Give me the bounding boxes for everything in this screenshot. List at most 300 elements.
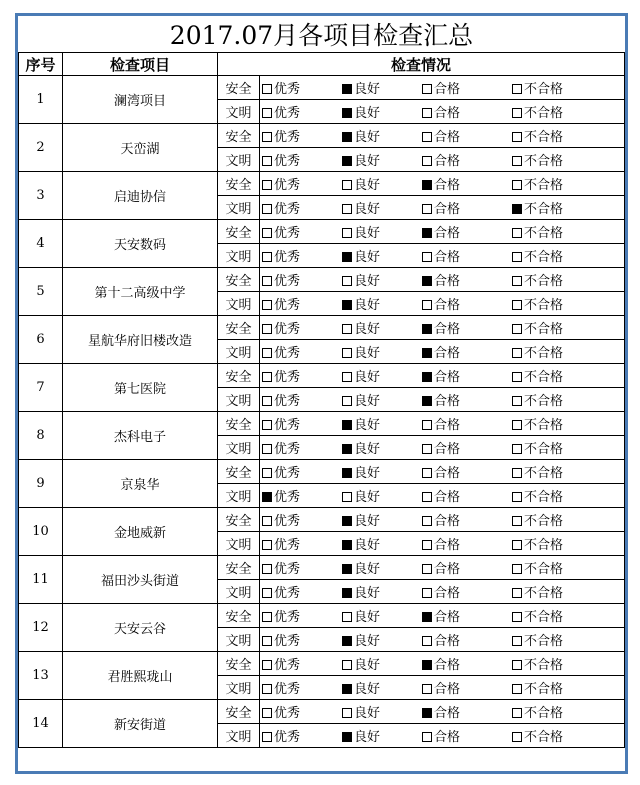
check-category: 文明 xyxy=(218,196,260,220)
unchecked-box-icon[interactable] xyxy=(512,684,522,694)
grade-option-label: 合格 xyxy=(434,586,461,601)
checked-box-icon[interactable] xyxy=(342,132,352,142)
grade-option-label: 不合格 xyxy=(524,418,564,433)
unchecked-box-icon[interactable] xyxy=(512,156,522,166)
unchecked-box-icon[interactable] xyxy=(262,732,272,742)
unchecked-box-icon[interactable] xyxy=(512,492,522,502)
checked-box-icon[interactable] xyxy=(342,636,352,646)
grade-option[interactable] xyxy=(262,342,342,361)
unchecked-box-icon[interactable] xyxy=(262,540,272,550)
grade-option-label: 优秀 xyxy=(274,178,301,193)
grade-option[interactable] xyxy=(342,342,422,361)
unchecked-box-icon[interactable] xyxy=(262,516,272,526)
checked-box-icon[interactable] xyxy=(342,540,352,550)
project-name: 君胜熙珑山 xyxy=(63,652,218,700)
unchecked-box-icon[interactable] xyxy=(512,660,522,670)
grade-option[interactable] xyxy=(342,126,422,145)
grade-option[interactable] xyxy=(512,318,592,337)
grade-option[interactable] xyxy=(342,318,422,337)
grade-option[interactable] xyxy=(342,174,422,193)
grade-option[interactable] xyxy=(422,294,512,313)
grade-option[interactable] xyxy=(512,702,592,721)
grade-option[interactable] xyxy=(422,198,512,217)
grade-option[interactable] xyxy=(512,294,592,313)
checked-box-icon[interactable] xyxy=(342,588,352,598)
grade-option[interactable] xyxy=(512,654,592,673)
grade-option-label: 优秀 xyxy=(274,682,301,697)
grade-option[interactable] xyxy=(512,390,592,409)
grade-option-label: 不合格 xyxy=(524,682,564,697)
grade-option[interactable] xyxy=(422,390,512,409)
checked-box-icon[interactable] xyxy=(422,228,432,238)
unchecked-box-icon[interactable] xyxy=(512,588,522,598)
grade-option[interactable] xyxy=(342,246,422,265)
grade-option[interactable] xyxy=(422,510,512,529)
grade-option-label: 良好 xyxy=(354,106,381,121)
unchecked-box-icon[interactable] xyxy=(422,204,432,214)
unchecked-box-icon[interactable] xyxy=(342,492,352,502)
unchecked-box-icon[interactable] xyxy=(422,300,432,310)
unchecked-box-icon[interactable] xyxy=(262,204,272,214)
unchecked-box-icon[interactable] xyxy=(422,564,432,574)
grade-option[interactable] xyxy=(262,678,342,697)
grade-option[interactable] xyxy=(262,390,342,409)
grade-option[interactable] xyxy=(512,510,592,529)
grade-option[interactable] xyxy=(512,366,592,385)
grade-option-label: 良好 xyxy=(354,682,381,697)
unchecked-box-icon[interactable] xyxy=(512,324,522,334)
unchecked-box-icon[interactable] xyxy=(422,132,432,142)
unchecked-box-icon[interactable] xyxy=(342,180,352,190)
unchecked-box-icon[interactable] xyxy=(512,708,522,718)
unchecked-box-icon[interactable] xyxy=(262,84,272,94)
grade-option-label: 优秀 xyxy=(274,298,301,313)
unchecked-box-icon[interactable] xyxy=(342,708,352,718)
grade-option[interactable] xyxy=(342,726,422,745)
grade-option[interactable] xyxy=(262,582,342,601)
grade-option[interactable] xyxy=(342,102,422,121)
unchecked-box-icon[interactable] xyxy=(512,84,522,94)
grade-option-label: 不合格 xyxy=(524,130,564,145)
grade-option[interactable] xyxy=(422,246,512,265)
checked-box-icon[interactable] xyxy=(342,732,352,742)
grade-option-label: 不合格 xyxy=(524,274,564,289)
grade-option[interactable] xyxy=(342,414,422,433)
unchecked-box-icon[interactable] xyxy=(422,156,432,166)
grade-option-label: 合格 xyxy=(434,658,461,673)
grade-option[interactable] xyxy=(422,222,512,241)
check-category: 安全 xyxy=(218,172,260,196)
grade-option[interactable] xyxy=(262,534,342,553)
grade-option[interactable] xyxy=(262,438,342,457)
checked-box-icon[interactable] xyxy=(342,684,352,694)
grade-option[interactable] xyxy=(422,150,512,169)
grade-option-label: 合格 xyxy=(434,250,461,265)
grade-option[interactable] xyxy=(512,606,592,625)
row-number: 6 xyxy=(19,316,63,364)
grade-option[interactable] xyxy=(422,534,512,553)
grade-option-label: 优秀 xyxy=(274,466,301,481)
grade-option[interactable] xyxy=(512,534,592,553)
grade-option[interactable] xyxy=(512,222,592,241)
unchecked-box-icon[interactable] xyxy=(512,444,522,454)
grade-option[interactable] xyxy=(422,270,512,289)
unchecked-box-icon[interactable] xyxy=(262,636,272,646)
checked-box-icon[interactable] xyxy=(422,348,432,358)
unchecked-box-icon[interactable] xyxy=(512,180,522,190)
checked-box-icon[interactable] xyxy=(342,156,352,166)
grade-options xyxy=(260,628,625,652)
grade-option[interactable] xyxy=(262,270,342,289)
grade-option[interactable] xyxy=(262,294,342,313)
grade-option[interactable] xyxy=(262,606,342,625)
unchecked-box-icon[interactable] xyxy=(512,540,522,550)
grade-option[interactable] xyxy=(422,126,512,145)
grade-option[interactable] xyxy=(342,654,422,673)
grade-option[interactable] xyxy=(262,318,342,337)
grade-option-label: 不合格 xyxy=(524,202,564,217)
unchecked-box-icon[interactable] xyxy=(512,516,522,526)
grade-option[interactable] xyxy=(422,630,512,649)
grade-options xyxy=(260,244,625,268)
grade-option[interactable] xyxy=(342,294,422,313)
grade-option[interactable] xyxy=(422,342,512,361)
grade-option[interactable] xyxy=(262,654,342,673)
grade-option[interactable] xyxy=(512,270,592,289)
unchecked-box-icon[interactable] xyxy=(422,516,432,526)
unchecked-box-icon[interactable] xyxy=(422,732,432,742)
check-category: 安全 xyxy=(218,508,260,532)
checked-box-icon[interactable] xyxy=(342,252,352,262)
unchecked-box-icon[interactable] xyxy=(422,540,432,550)
unchecked-box-icon[interactable] xyxy=(262,468,272,478)
grade-option[interactable] xyxy=(342,582,422,601)
grade-option-label: 良好 xyxy=(354,394,381,409)
grade-option[interactable] xyxy=(422,366,512,385)
unchecked-box-icon[interactable] xyxy=(262,420,272,430)
grade-option[interactable] xyxy=(512,102,592,121)
checked-box-icon[interactable] xyxy=(422,396,432,406)
project-name: 澜湾项目 xyxy=(63,76,218,124)
check-category: 安全 xyxy=(218,124,260,148)
grade-option-label: 良好 xyxy=(354,346,381,361)
grade-option[interactable] xyxy=(512,342,592,361)
unchecked-box-icon[interactable] xyxy=(512,468,522,478)
checked-box-icon[interactable] xyxy=(342,564,352,574)
grade-option[interactable] xyxy=(262,630,342,649)
unchecked-box-icon[interactable] xyxy=(342,228,352,238)
unchecked-box-icon[interactable] xyxy=(512,732,522,742)
grade-option[interactable] xyxy=(342,150,422,169)
unchecked-box-icon[interactable] xyxy=(422,636,432,646)
checked-box-icon[interactable] xyxy=(422,372,432,382)
unchecked-box-icon[interactable] xyxy=(262,684,272,694)
grade-option[interactable] xyxy=(512,126,592,145)
grade-option[interactable] xyxy=(342,222,422,241)
unchecked-box-icon[interactable] xyxy=(262,228,272,238)
grade-option[interactable] xyxy=(512,462,592,481)
grade-option[interactable] xyxy=(262,222,342,241)
unchecked-box-icon[interactable] xyxy=(262,348,272,358)
unchecked-box-icon[interactable] xyxy=(342,396,352,406)
unchecked-box-icon[interactable] xyxy=(422,492,432,502)
grade-option[interactable] xyxy=(262,702,342,721)
unchecked-box-icon[interactable] xyxy=(512,612,522,622)
grade-option[interactable] xyxy=(262,150,342,169)
unchecked-box-icon[interactable] xyxy=(422,588,432,598)
grade-option[interactable] xyxy=(422,174,512,193)
grade-option[interactable] xyxy=(342,606,422,625)
grade-option[interactable] xyxy=(342,462,422,481)
grade-option-label: 不合格 xyxy=(524,226,564,241)
check-category: 安全 xyxy=(218,652,260,676)
grade-option-label: 优秀 xyxy=(274,82,301,97)
grade-option[interactable] xyxy=(262,558,342,577)
grade-options xyxy=(260,100,625,124)
grade-option[interactable] xyxy=(512,414,592,433)
checked-box-icon[interactable] xyxy=(422,180,432,190)
grade-option[interactable] xyxy=(262,366,342,385)
unchecked-box-icon[interactable] xyxy=(262,132,272,142)
unchecked-box-icon[interactable] xyxy=(422,108,432,118)
grade-option[interactable] xyxy=(262,462,342,481)
check-category: 安全 xyxy=(218,268,260,292)
grade-option[interactable] xyxy=(342,270,422,289)
grade-option[interactable] xyxy=(512,246,592,265)
checked-box-icon[interactable] xyxy=(342,468,352,478)
grade-option-label: 良好 xyxy=(354,154,381,169)
grade-option-label: 合格 xyxy=(434,322,461,337)
grade-options xyxy=(260,388,625,412)
grade-option[interactable] xyxy=(342,198,422,217)
grade-option-label: 优秀 xyxy=(274,418,301,433)
unchecked-box-icon[interactable] xyxy=(422,252,432,262)
unchecked-box-icon[interactable] xyxy=(342,324,352,334)
grade-option-label: 合格 xyxy=(434,634,461,649)
grade-option[interactable] xyxy=(422,102,512,121)
grade-option[interactable] xyxy=(262,726,342,745)
unchecked-box-icon[interactable] xyxy=(262,660,272,670)
grade-option[interactable] xyxy=(342,366,422,385)
unchecked-box-icon[interactable] xyxy=(512,372,522,382)
grade-options xyxy=(260,196,625,220)
checked-box-icon[interactable] xyxy=(342,516,352,526)
grade-option[interactable] xyxy=(262,78,342,97)
grade-option[interactable] xyxy=(422,654,512,673)
grade-option-label: 良好 xyxy=(354,250,381,265)
unchecked-box-icon[interactable] xyxy=(262,300,272,310)
unchecked-box-icon[interactable] xyxy=(512,636,522,646)
grade-option-label: 优秀 xyxy=(274,202,301,217)
grade-option-label: 合格 xyxy=(434,562,461,577)
unchecked-box-icon[interactable] xyxy=(342,348,352,358)
check-category: 安全 xyxy=(218,76,260,100)
unchecked-box-icon[interactable] xyxy=(262,372,272,382)
unchecked-box-icon[interactable] xyxy=(512,108,522,118)
grade-option[interactable] xyxy=(342,486,422,505)
inspection-sheet xyxy=(15,13,628,774)
grade-option[interactable] xyxy=(512,726,592,745)
check-category: 安全 xyxy=(218,604,260,628)
grade-option[interactable] xyxy=(422,606,512,625)
unchecked-box-icon[interactable] xyxy=(262,564,272,574)
grade-option-label: 优秀 xyxy=(274,706,301,721)
row-number: 12 xyxy=(19,604,63,652)
unchecked-box-icon[interactable] xyxy=(512,300,522,310)
grade-option[interactable] xyxy=(512,150,592,169)
unchecked-box-icon[interactable] xyxy=(342,372,352,382)
grade-option[interactable] xyxy=(262,414,342,433)
grade-option[interactable] xyxy=(262,126,342,145)
unchecked-box-icon[interactable] xyxy=(512,252,522,262)
grade-option-label: 合格 xyxy=(434,490,461,505)
header-seq: 序号 xyxy=(19,53,63,76)
grade-option-label: 优秀 xyxy=(274,610,301,625)
grade-option[interactable] xyxy=(422,558,512,577)
table-row xyxy=(19,604,625,628)
grade-option-label: 合格 xyxy=(434,682,461,697)
checked-box-icon[interactable] xyxy=(512,204,522,214)
grade-option-label: 良好 xyxy=(354,706,381,721)
checked-box-icon[interactable] xyxy=(422,276,432,286)
grade-option[interactable] xyxy=(342,390,422,409)
unchecked-box-icon[interactable] xyxy=(512,228,522,238)
unchecked-box-icon[interactable] xyxy=(262,156,272,166)
grade-option[interactable] xyxy=(262,198,342,217)
grade-option[interactable] xyxy=(422,318,512,337)
grade-option-label: 不合格 xyxy=(524,610,564,625)
unchecked-box-icon[interactable] xyxy=(262,588,272,598)
unchecked-box-icon[interactable] xyxy=(342,660,352,670)
grade-option[interactable] xyxy=(422,414,512,433)
grade-option-label: 良好 xyxy=(354,370,381,385)
unchecked-box-icon[interactable] xyxy=(262,252,272,262)
grade-option[interactable] xyxy=(422,678,512,697)
checked-box-icon[interactable] xyxy=(342,444,352,454)
unchecked-box-icon[interactable] xyxy=(512,348,522,358)
grade-option[interactable] xyxy=(422,78,512,97)
grade-option-label: 不合格 xyxy=(524,538,564,553)
grade-option-label: 优秀 xyxy=(274,226,301,241)
unchecked-box-icon[interactable] xyxy=(342,276,352,286)
unchecked-box-icon[interactable] xyxy=(262,276,272,286)
grade-option[interactable] xyxy=(422,438,512,457)
checked-box-icon[interactable] xyxy=(262,492,272,502)
grade-option[interactable] xyxy=(262,174,342,193)
checked-box-icon[interactable] xyxy=(422,660,432,670)
grade-option[interactable] xyxy=(512,558,592,577)
grade-options xyxy=(260,268,625,292)
unchecked-box-icon[interactable] xyxy=(512,564,522,574)
unchecked-box-icon[interactable] xyxy=(512,420,522,430)
unchecked-box-icon[interactable] xyxy=(262,708,272,718)
grade-options xyxy=(260,436,625,460)
unchecked-box-icon[interactable] xyxy=(342,612,352,622)
grade-option[interactable] xyxy=(342,510,422,529)
grade-option[interactable] xyxy=(512,630,592,649)
grade-option[interactable] xyxy=(342,678,422,697)
grade-option[interactable] xyxy=(512,174,592,193)
grade-option[interactable] xyxy=(512,198,592,217)
project-name: 新安街道 xyxy=(63,700,218,748)
unchecked-box-icon[interactable] xyxy=(262,108,272,118)
unchecked-box-icon[interactable] xyxy=(512,132,522,142)
check-category: 文明 xyxy=(218,436,260,460)
grade-option[interactable] xyxy=(342,78,422,97)
grade-option[interactable] xyxy=(342,630,422,649)
checked-box-icon[interactable] xyxy=(342,300,352,310)
grade-option-label: 不合格 xyxy=(524,490,564,505)
grade-option[interactable] xyxy=(422,486,512,505)
grade-option[interactable] xyxy=(512,582,592,601)
grade-option[interactable] xyxy=(512,78,592,97)
grade-options xyxy=(260,484,625,508)
grade-options xyxy=(260,676,625,700)
grade-option[interactable] xyxy=(342,438,422,457)
checked-box-icon[interactable] xyxy=(342,84,352,94)
grade-option[interactable] xyxy=(512,438,592,457)
unchecked-box-icon[interactable] xyxy=(422,84,432,94)
unchecked-box-icon[interactable] xyxy=(422,468,432,478)
unchecked-box-icon[interactable] xyxy=(262,612,272,622)
row-number: 13 xyxy=(19,652,63,700)
grade-option-label: 不合格 xyxy=(524,298,564,313)
unchecked-box-icon[interactable] xyxy=(342,204,352,214)
checked-box-icon[interactable] xyxy=(422,324,432,334)
checked-box-icon[interactable] xyxy=(342,420,352,430)
project-name: 天安云谷 xyxy=(63,604,218,652)
grade-option-label: 良好 xyxy=(354,658,381,673)
check-category: 安全 xyxy=(218,556,260,580)
unchecked-box-icon[interactable] xyxy=(512,396,522,406)
unchecked-box-icon[interactable] xyxy=(422,444,432,454)
grade-option[interactable] xyxy=(422,726,512,745)
grade-option[interactable] xyxy=(342,702,422,721)
grade-options xyxy=(260,412,625,436)
unchecked-box-icon[interactable] xyxy=(262,324,272,334)
unchecked-box-icon[interactable] xyxy=(422,420,432,430)
checked-box-icon[interactable] xyxy=(422,612,432,622)
checked-box-icon[interactable] xyxy=(422,708,432,718)
grade-options xyxy=(260,508,625,532)
grade-option[interactable] xyxy=(342,534,422,553)
grade-option-label: 合格 xyxy=(434,346,461,361)
grade-option-label: 优秀 xyxy=(274,586,301,601)
grade-option[interactable] xyxy=(262,102,342,121)
grade-option[interactable] xyxy=(262,510,342,529)
grade-option-label: 合格 xyxy=(434,394,461,409)
check-category: 安全 xyxy=(218,700,260,724)
unchecked-box-icon[interactable] xyxy=(262,396,272,406)
inspection-table xyxy=(18,16,625,748)
grade-option[interactable] xyxy=(262,246,342,265)
grade-option[interactable] xyxy=(512,486,592,505)
checked-box-icon[interactable] xyxy=(342,108,352,118)
unchecked-box-icon[interactable] xyxy=(262,180,272,190)
grade-option[interactable] xyxy=(422,462,512,481)
table-row xyxy=(19,700,625,724)
unchecked-box-icon[interactable] xyxy=(512,276,522,286)
unchecked-box-icon[interactable] xyxy=(262,444,272,454)
grade-option[interactable] xyxy=(512,678,592,697)
grade-option[interactable] xyxy=(342,558,422,577)
grade-option[interactable] xyxy=(422,702,512,721)
grade-option[interactable] xyxy=(262,486,342,505)
grade-option[interactable] xyxy=(422,582,512,601)
grade-option-label: 优秀 xyxy=(274,730,301,745)
unchecked-box-icon[interactable] xyxy=(422,684,432,694)
check-category: 安全 xyxy=(218,316,260,340)
